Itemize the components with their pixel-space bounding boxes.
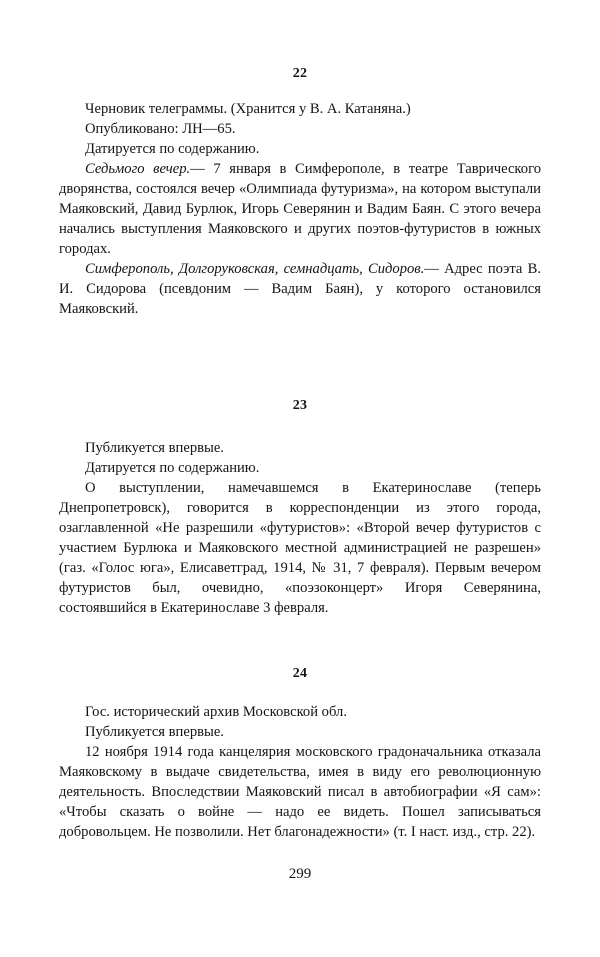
paragraph (59, 159, 541, 259)
section-number-24: 24 (292, 666, 308, 681)
section-23 (59, 438, 541, 618)
italic-term: Седьмого вечер. (85, 161, 191, 177)
paragraph: Публикуется впервые. (85, 440, 224, 456)
section-24 (59, 702, 541, 842)
section-22 (59, 99, 541, 319)
paragraph: Датируется по содержанию. (85, 141, 260, 157)
italic-term: Симферополь, Долгоруковская, семнадцать, Сидоров. (85, 261, 425, 277)
paragraph (59, 259, 541, 319)
paragraph-text: — 7 января в Симферополе, в театре Таврического дворянства, состоялся вечер «Олимпиада футуризма», на котором выступали Маяковский, Давид Бурлюк, Игорь Северянин и Вадим Баян. С этого вечера начались выступления Маяковского и других поэтов-футуристов в южных городах. (59, 161, 541, 257)
paragraph: 12 ноября 1914 года канцелярия московского градоначальника отказала Маяковскому в выдаче свидетельства, имея в виду его революционную деятельность. Впоследствии Маяковский писал в автобиографии «Я сам»: «Чтобы сказать о войне — надо ее видеть. Пошел записываться добровольцем. Не позволили. Нет благонадежности» (т. I наст. изд., стр. 22). (59, 744, 541, 840)
paragraph: Публикуется впервые. (85, 724, 224, 740)
paragraph: О выступлении, намечавшемся в Екатеринославе (теперь Днепропетровск), говорится в корреспонденции из этого города, озаглавленной «Не разрешили «футуристов»: «Второй вечер футуристов с участием Бурлюка и Маяковского местной администрацией не разрешен» (газ. «Голос юга», Елисаветград, 1914, № 31, 7 февраля). Первым вечером футуристов был, очевидно, «поэзоконцерт» Игоря Северянина, состоявшийся в Екатеринославе 3 февраля. (59, 480, 541, 616)
page-number: 299 (288, 866, 312, 882)
paragraph-text: — Адрес поэта В. И. Сидорова (псевдоним — Вадим Баян), у которого остановился Маяковский. (59, 261, 541, 317)
paragraph: Гос. исторический архив Московской обл. (85, 704, 347, 720)
paragraph: Черновик телеграммы. (Хранится у В. А. Катаняна.) (85, 101, 411, 117)
paragraph: Опубликовано: ЛН—65. (85, 121, 236, 137)
paragraph: Датируется по содержанию. (85, 460, 260, 476)
section-number-22: 22 (292, 66, 308, 81)
section-number-23: 23 (292, 398, 308, 413)
